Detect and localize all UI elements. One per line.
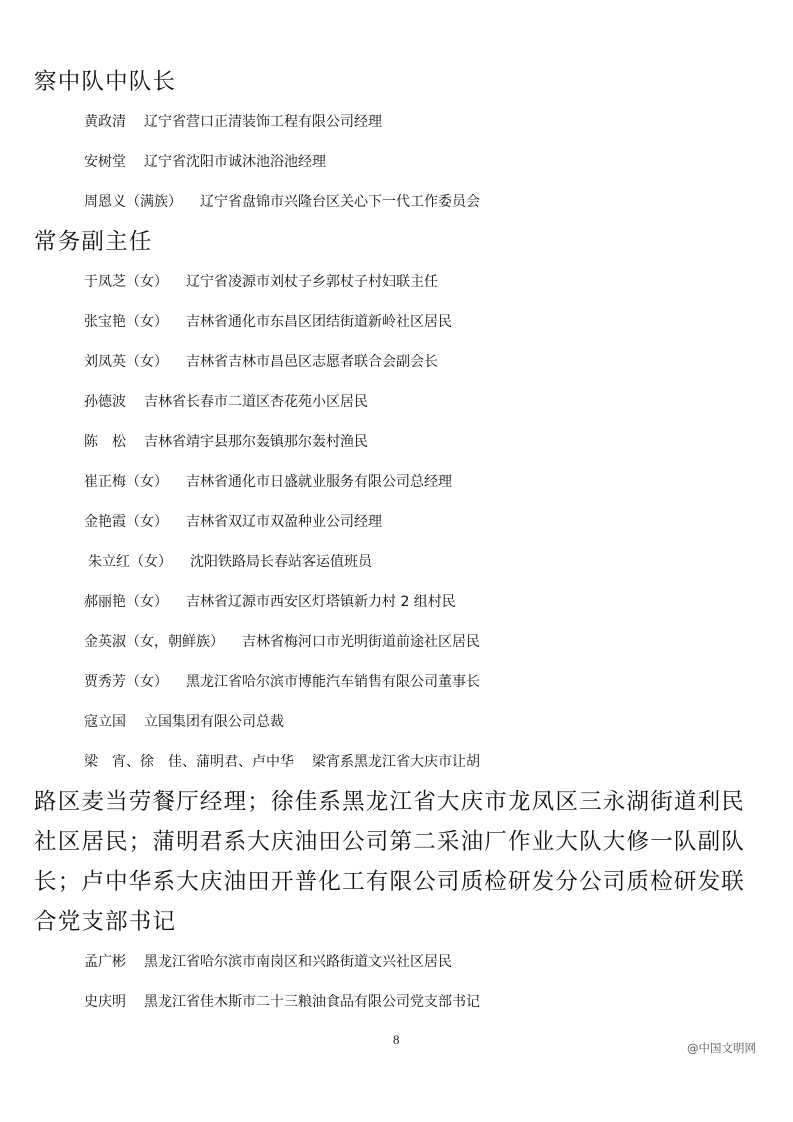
watermark: @中国文明网 — [687, 1041, 756, 1055]
entry-desc: 黑龙江省佳木斯市二十三粮油食品有限公司党支部书记 — [144, 994, 480, 1010]
entry-continuation: 路区麦当劳餐厅经理；徐佳系黑龙江省大庆市龙凤区三永湖街道利民 — [34, 789, 746, 815]
entry-continuation: 合党支部书记 — [34, 909, 177, 935]
entry-desc: 黑龙江省哈尔滨市博能汽车销售有限公司董事长 — [186, 674, 480, 690]
entry-desc: 梁宵系黑龙江省大庆市让胡 — [312, 754, 480, 770]
entry-desc: 吉林省通化市日盛就业服务有限公司总经理 — [186, 474, 452, 490]
entry-desc: 沈阳铁路局长春站客运值班员 — [190, 554, 372, 570]
entry-name: 张宝艳（女） — [84, 314, 168, 330]
entry-desc: 吉林省靖宇县那尔轰镇那尔轰村渔民 — [144, 434, 368, 450]
entry-desc: 辽宁省营口正清装饰工程有限公司经理 — [144, 114, 382, 130]
entry — [84, 942, 793, 982]
entry-name: 贾秀芳（女） — [84, 674, 168, 690]
entry-desc: 辽宁省沈阳市诚沐池浴池经理 — [144, 154, 326, 170]
entry-name: 郝丽艳（女） — [84, 594, 168, 610]
entry — [84, 142, 793, 182]
entry-name: 史庆明 — [84, 994, 126, 1010]
entry — [84, 342, 793, 382]
entry-desc: 吉林省辽源市西安区灯塔镇新力村 2 组村民 — [186, 594, 456, 610]
entry — [84, 742, 793, 782]
entry-name: 孙德波 — [84, 394, 126, 410]
entry-name: 金英淑（女，朝鲜族） — [84, 634, 224, 650]
entry-continuation: 察中队中队长 — [34, 69, 177, 95]
entry-name: 梁 宵、徐 佳、蒲明君、卢中华 — [84, 754, 294, 770]
entry — [84, 422, 793, 462]
entry-desc: 吉林省吉林市昌邑区志愿者联合会副会长 — [186, 354, 438, 370]
entry-desc: 立国集团有限公司总裁 — [144, 714, 284, 730]
entry-continuation: 社区居民；蒲明君系大庆油田公司第二采油厂作业大队大修一队副队 — [34, 829, 746, 855]
entry-desc: 黑龙江省哈尔滨市南岗区和兴路街道文兴社区居民 — [144, 954, 452, 970]
entry — [84, 182, 793, 222]
entry — [84, 102, 793, 142]
entry-continuation: 长；卢中华系大庆油田开普化工有限公司质检研发分公司质检研发联 — [34, 869, 746, 895]
entry-continuation: 常务副主任 — [34, 229, 153, 255]
entry-name: 朱立红（女） — [88, 554, 172, 570]
entry — [84, 462, 793, 502]
entry-desc: 吉林省双辽市双盈种业公司经理 — [186, 514, 382, 530]
entry-name: 金艳霞（女） — [84, 514, 168, 530]
entry-name: 孟广彬 — [84, 954, 126, 970]
entry — [88, 542, 793, 582]
page-number: 8 — [393, 1032, 400, 1047]
entry-name: 黄政清 — [84, 114, 126, 130]
entry-name: 刘凤英（女） — [84, 354, 168, 370]
entry — [84, 702, 793, 742]
entry — [84, 262, 793, 302]
entry-name: 寇立国 — [84, 714, 126, 730]
entry-name: 陈 松 — [84, 434, 126, 450]
entry-desc: 辽宁省凌源市刘杖子乡郭杖子村妇联主任 — [186, 274, 438, 290]
entry-name: 周恩义（满族） — [84, 194, 182, 210]
entry — [84, 662, 793, 702]
entry — [84, 502, 793, 542]
entry-name: 安树堂 — [84, 154, 126, 170]
entry — [84, 982, 793, 1022]
entry-desc: 辽宁省盘锦市兴隆台区关心下一代工作委员会 — [200, 194, 480, 210]
entry-desc: 吉林省通化市东昌区团结街道新岭社区居民 — [186, 314, 452, 330]
entry-desc: 吉林省长春市二道区杏花苑小区居民 — [144, 394, 368, 410]
entry-desc: 吉林省梅河口市光明街道前途社区居民 — [242, 634, 480, 650]
entry — [84, 582, 793, 622]
entry-name: 于凤芝（女） — [84, 274, 168, 290]
entry — [84, 302, 793, 342]
entry-name: 崔正梅（女） — [84, 474, 168, 490]
entry — [84, 382, 793, 422]
entry — [84, 622, 793, 662]
